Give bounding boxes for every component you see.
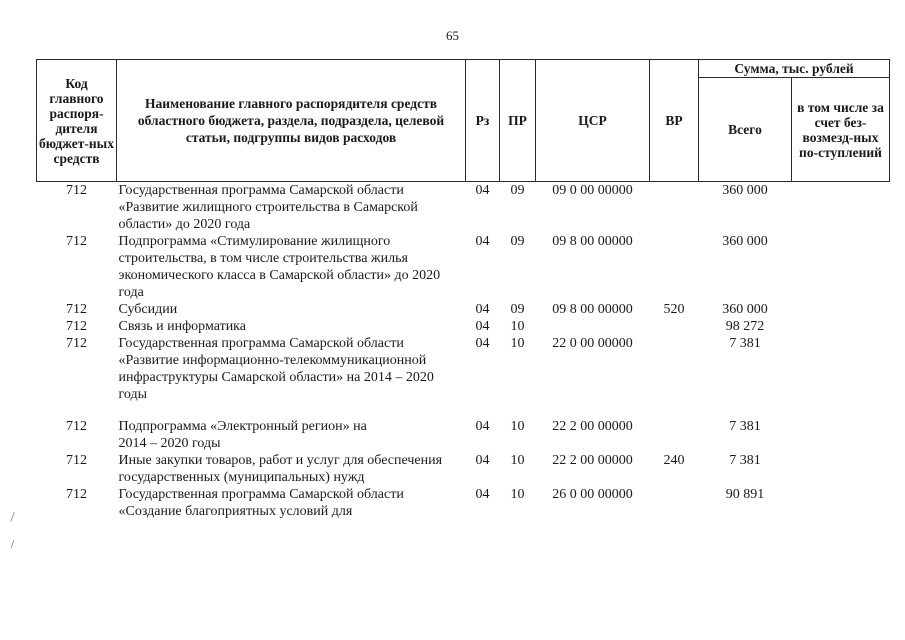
- cell-csr: [536, 318, 650, 335]
- cell-rz: 04: [475, 234, 490, 249]
- cell-vr: 240: [663, 453, 685, 468]
- cell-rz: 04: [475, 487, 490, 502]
- cell-name: Подпрограмма «Стимулирование жилищного строительства, в том числе строительства жилья экономического класса в Самарской области» до 2020 года: [118, 234, 441, 300]
- cell-name: Государственная программа Самарской области «Развитие информационно-телекоммуникационной инфраструктуры Самарской области» на 2014 – 2020 годы: [118, 336, 434, 402]
- cell-name: Иные закупки товаров, работ и услуг для обеспечения государственных (муниципальных) нужд: [118, 453, 443, 485]
- cell-grants: [792, 233, 890, 301]
- cell-grants: [792, 182, 890, 234]
- cell-name: Государственная программа Самарской области «Создание благоприятных условий для: [118, 487, 404, 519]
- cell-vr: [650, 182, 699, 234]
- header-rz: Рз: [466, 60, 500, 182]
- cell-rz: 04: [475, 419, 490, 434]
- cell-rz: 04: [475, 453, 490, 468]
- cell-code: 712: [66, 319, 87, 334]
- cell-pr: 10: [510, 487, 525, 502]
- cell-vr: [650, 318, 699, 335]
- cell-code: 712: [66, 302, 87, 317]
- table-row: [37, 452, 890, 486]
- cell-name: Субсидии: [118, 302, 178, 317]
- cell-rz: 04: [475, 183, 490, 198]
- table-row: [37, 233, 890, 301]
- cell-rz: 04: [475, 336, 490, 351]
- cell-code: 712: [66, 487, 87, 502]
- cell-grants: [792, 418, 890, 452]
- header-sum: Сумма, тыс. рублей: [699, 60, 890, 78]
- table-row: [37, 318, 890, 335]
- header-vr: ВР: [650, 60, 699, 182]
- cell-total: 7 381: [729, 336, 761, 351]
- table-row: [37, 182, 890, 234]
- cell-csr: 22 2 00 00000: [552, 419, 633, 434]
- cell-rz: 04: [475, 319, 490, 334]
- header-total: Всего: [699, 78, 792, 182]
- scan-margin-mark: [10, 512, 14, 522]
- cell-total: 7 381: [729, 453, 761, 468]
- cell-csr: 09 8 00 00000: [552, 302, 633, 317]
- cell-code: 712: [66, 336, 87, 351]
- table-row: [37, 335, 890, 418]
- cell-name: Государственная программа Самарской области «Развитие жилищного строительства в Самарской области» до 2020 года: [118, 183, 418, 232]
- cell-rz: 04: [475, 302, 490, 317]
- cell-name: Связь и информатика: [118, 319, 246, 334]
- cell-name: Подпрограмма «Электронный регион» на 2014 – 2020 годы: [118, 419, 367, 451]
- cell-total: 360 000: [722, 234, 768, 249]
- header-csr: ЦСР: [536, 60, 650, 182]
- table-row: [37, 486, 890, 520]
- cell-csr: 26 0 00 00000: [552, 487, 633, 502]
- cell-pr: 10: [510, 319, 525, 334]
- cell-pr: 09: [510, 183, 525, 198]
- cell-total: 360 000: [722, 183, 768, 198]
- header-grants: в том числе за счет без-возмезд-ных по-ступлений: [792, 78, 890, 182]
- cell-vr: 520: [663, 302, 685, 317]
- table-row: [37, 301, 890, 318]
- cell-pr: 10: [510, 453, 525, 468]
- cell-csr: 22 0 00 00000: [552, 336, 633, 351]
- cell-grants: [792, 301, 890, 318]
- cell-pr: 09: [510, 302, 525, 317]
- header-name: Наименование главного распорядителя средств областного бюджета, раздела, подраздела, целевой статьи, подгруппы видов расходов: [117, 60, 466, 182]
- cell-grants: [792, 335, 890, 418]
- cell-vr: [650, 418, 699, 452]
- cell-code: 712: [66, 453, 87, 468]
- table-row: [37, 418, 890, 452]
- cell-grants: [792, 318, 890, 335]
- cell-vr: [650, 233, 699, 301]
- cell-vr: [650, 335, 699, 418]
- cell-pr: 10: [510, 419, 525, 434]
- cell-grants: [792, 486, 890, 520]
- cell-csr: 09 0 00 00000: [552, 183, 633, 198]
- cell-code: 712: [66, 234, 87, 249]
- cell-pr: 10: [510, 336, 525, 351]
- budget-table: [36, 59, 890, 520]
- header-pr: ПР: [500, 60, 536, 182]
- cell-csr: 09 8 00 00000: [552, 234, 633, 249]
- page-number: 65: [446, 28, 459, 43]
- cell-csr: 22 2 00 00000: [552, 453, 633, 468]
- scan-margin-mark: [11, 540, 15, 548]
- cell-pr: 09: [510, 234, 525, 249]
- cell-grants: [792, 452, 890, 486]
- cell-total: 360 000: [722, 302, 768, 317]
- cell-total: 90 891: [725, 487, 765, 502]
- cell-code: 712: [66, 183, 87, 198]
- cell-total: 98 272: [725, 319, 765, 334]
- cell-total: 7 381: [729, 419, 761, 434]
- cell-vr: [650, 486, 699, 520]
- cell-code: 712: [66, 419, 87, 434]
- header-code: Код главного распоря-дителя бюджет-ных средств: [37, 60, 117, 182]
